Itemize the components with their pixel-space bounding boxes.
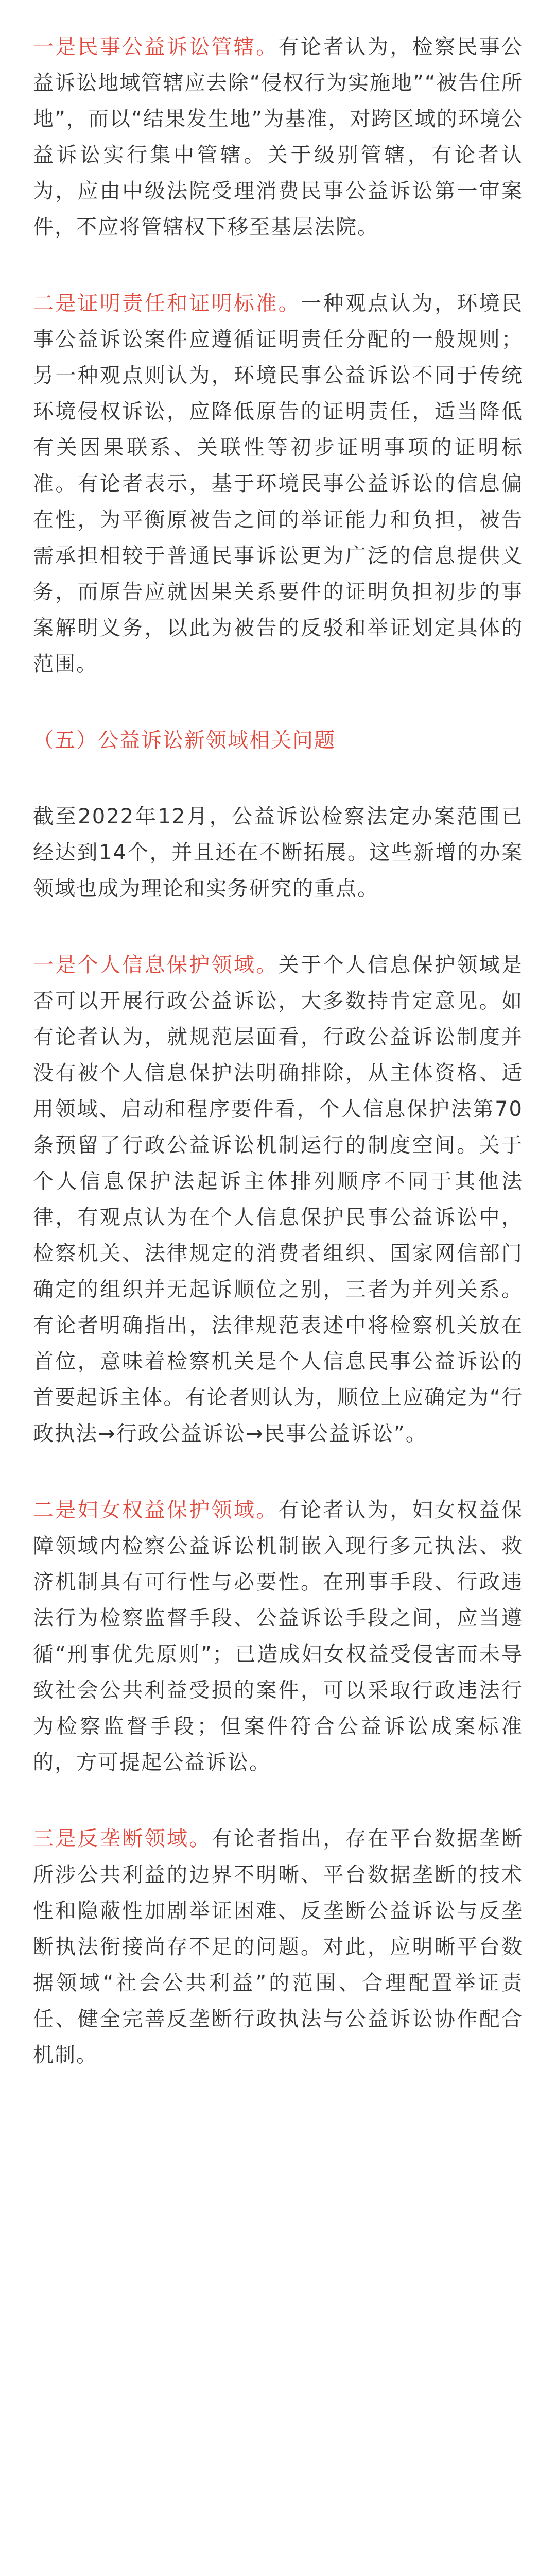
area-personal-information-text: 关于个人信息保护领域是否可以开展行政公益诉讼，大多数持肯定意见。如有论者认为，就规范层面看，行政公益诉讼制度并没有被个人信息保护法明确排除，从主体资格、适用领域、启动和程序要件看，个人信息保护法第70条预留了行政公益诉讼机制运行的制度空间。关于个人信息保护法起诉主体排列顺序不同于其他法律，有观点认为在个人信息保护民事公益诉讼中，检察机关、法律规定的消费者组织、国家网信部门确定的组织并无起诉顺位之别，三者为并列关系。有论者明确指出，法律规范表述中将检察机关放在首位，意味着检察机关是个人信息民事公益诉讼的首要起诉主体。有论者则认为，顺位上应确定为“行政执法→行政公益诉讼→民事公益诉讼”。 [33,953,524,1446]
area-anti-monopoly-text: 有论者指出，存在平台数据垄断所涉公共利益的边界不明晰、平台数据垄断的技术性和隐蔽性加剧举证困难、反垄断公益诉讼与反垄断执法衔接尚存不足的问题。对此，应明晰平台数据领域“社会公共利益”的范围、合理配置举证责任、健全完善反垄断行政执法与公益诉讼协作配合机制。 [33,1827,524,2067]
area-personal-information [33,947,523,1452]
area-anti-monopoly [33,1821,523,2073]
area-anti-monopoly-lead: 三是反垄断领域。 [33,1827,212,1851]
section-burden-of-proof-text: 一种观点认为，环境民事公益诉讼案件应遵循证明责任分配的一般规则；另一种观点则认为，环境民事公益诉讼不同于传统环境侵权诉讼，应降低原告的证明责任，适当降低有关因果联系、关联性等初步证明事项的证明标准。有论者表示，基于环境民事公益诉讼的信息偏在性，为平衡原被告之间的举证能力和负担，被告需承担相较于普通民事诉讼更为广泛的信息提供义务，而原告应就因果关系要件的证明负担初步的事案解明义务，以此为被告的反驳和举证划定具体的范围。 [33,292,523,676]
section-burden-of-proof-lead: 二是证明责任和证明标准。 [33,292,301,315]
area-women-rights-lead: 二是妇女权益保护领域。 [33,1498,279,1522]
section-burden-of-proof [33,285,523,682]
intro-paragraph: 截至2022年12月，公益诉讼检察法定办案范围已经达到14个，并且还在不断拓展。这些新增的办案领域也成为理论和实务研究的重点。 [33,805,523,901]
area-women-rights [33,1492,523,1781]
section-jurisdiction-text: 有论者认为，检察民事公益诉讼地域管辖应去除“侵权行为实施地”“被告住所地”，而以“结果发生地”为基准，对跨区域的环境公益诉讼实行集中管辖。关于级别管辖，有论者认为，应由中级法院受理消费民事公益诉讼第一审案件，不应将管辖权下移至基层法院。 [33,35,524,239]
section-heading: （五）公益诉讼新领域相关问题 [33,728,336,752]
area-women-rights-text: 有论者认为，妇女权益保障领域内检察公益诉讼机制嵌入现行多元执法、救济机制具有可行性与必要性。在刑事手段、行政违法行为检察监督手段、公益诉讼手段之间，应当遵循“刑事优先原则”；已造成妇女权益受侵害而未导致社会公共利益受损的案件，可以采取行政违法行为检察监督手段；但案件符合公益诉讼成案标准的，方可提起公益诉讼。 [33,1498,524,1774]
article-body [33,0,523,2113]
area-personal-information-lead: 一是个人信息保护领域。 [33,953,279,977]
section-jurisdiction-lead: 一是民事公益诉讼管辖。 [33,35,279,59]
section-jurisdiction [33,29,523,245]
